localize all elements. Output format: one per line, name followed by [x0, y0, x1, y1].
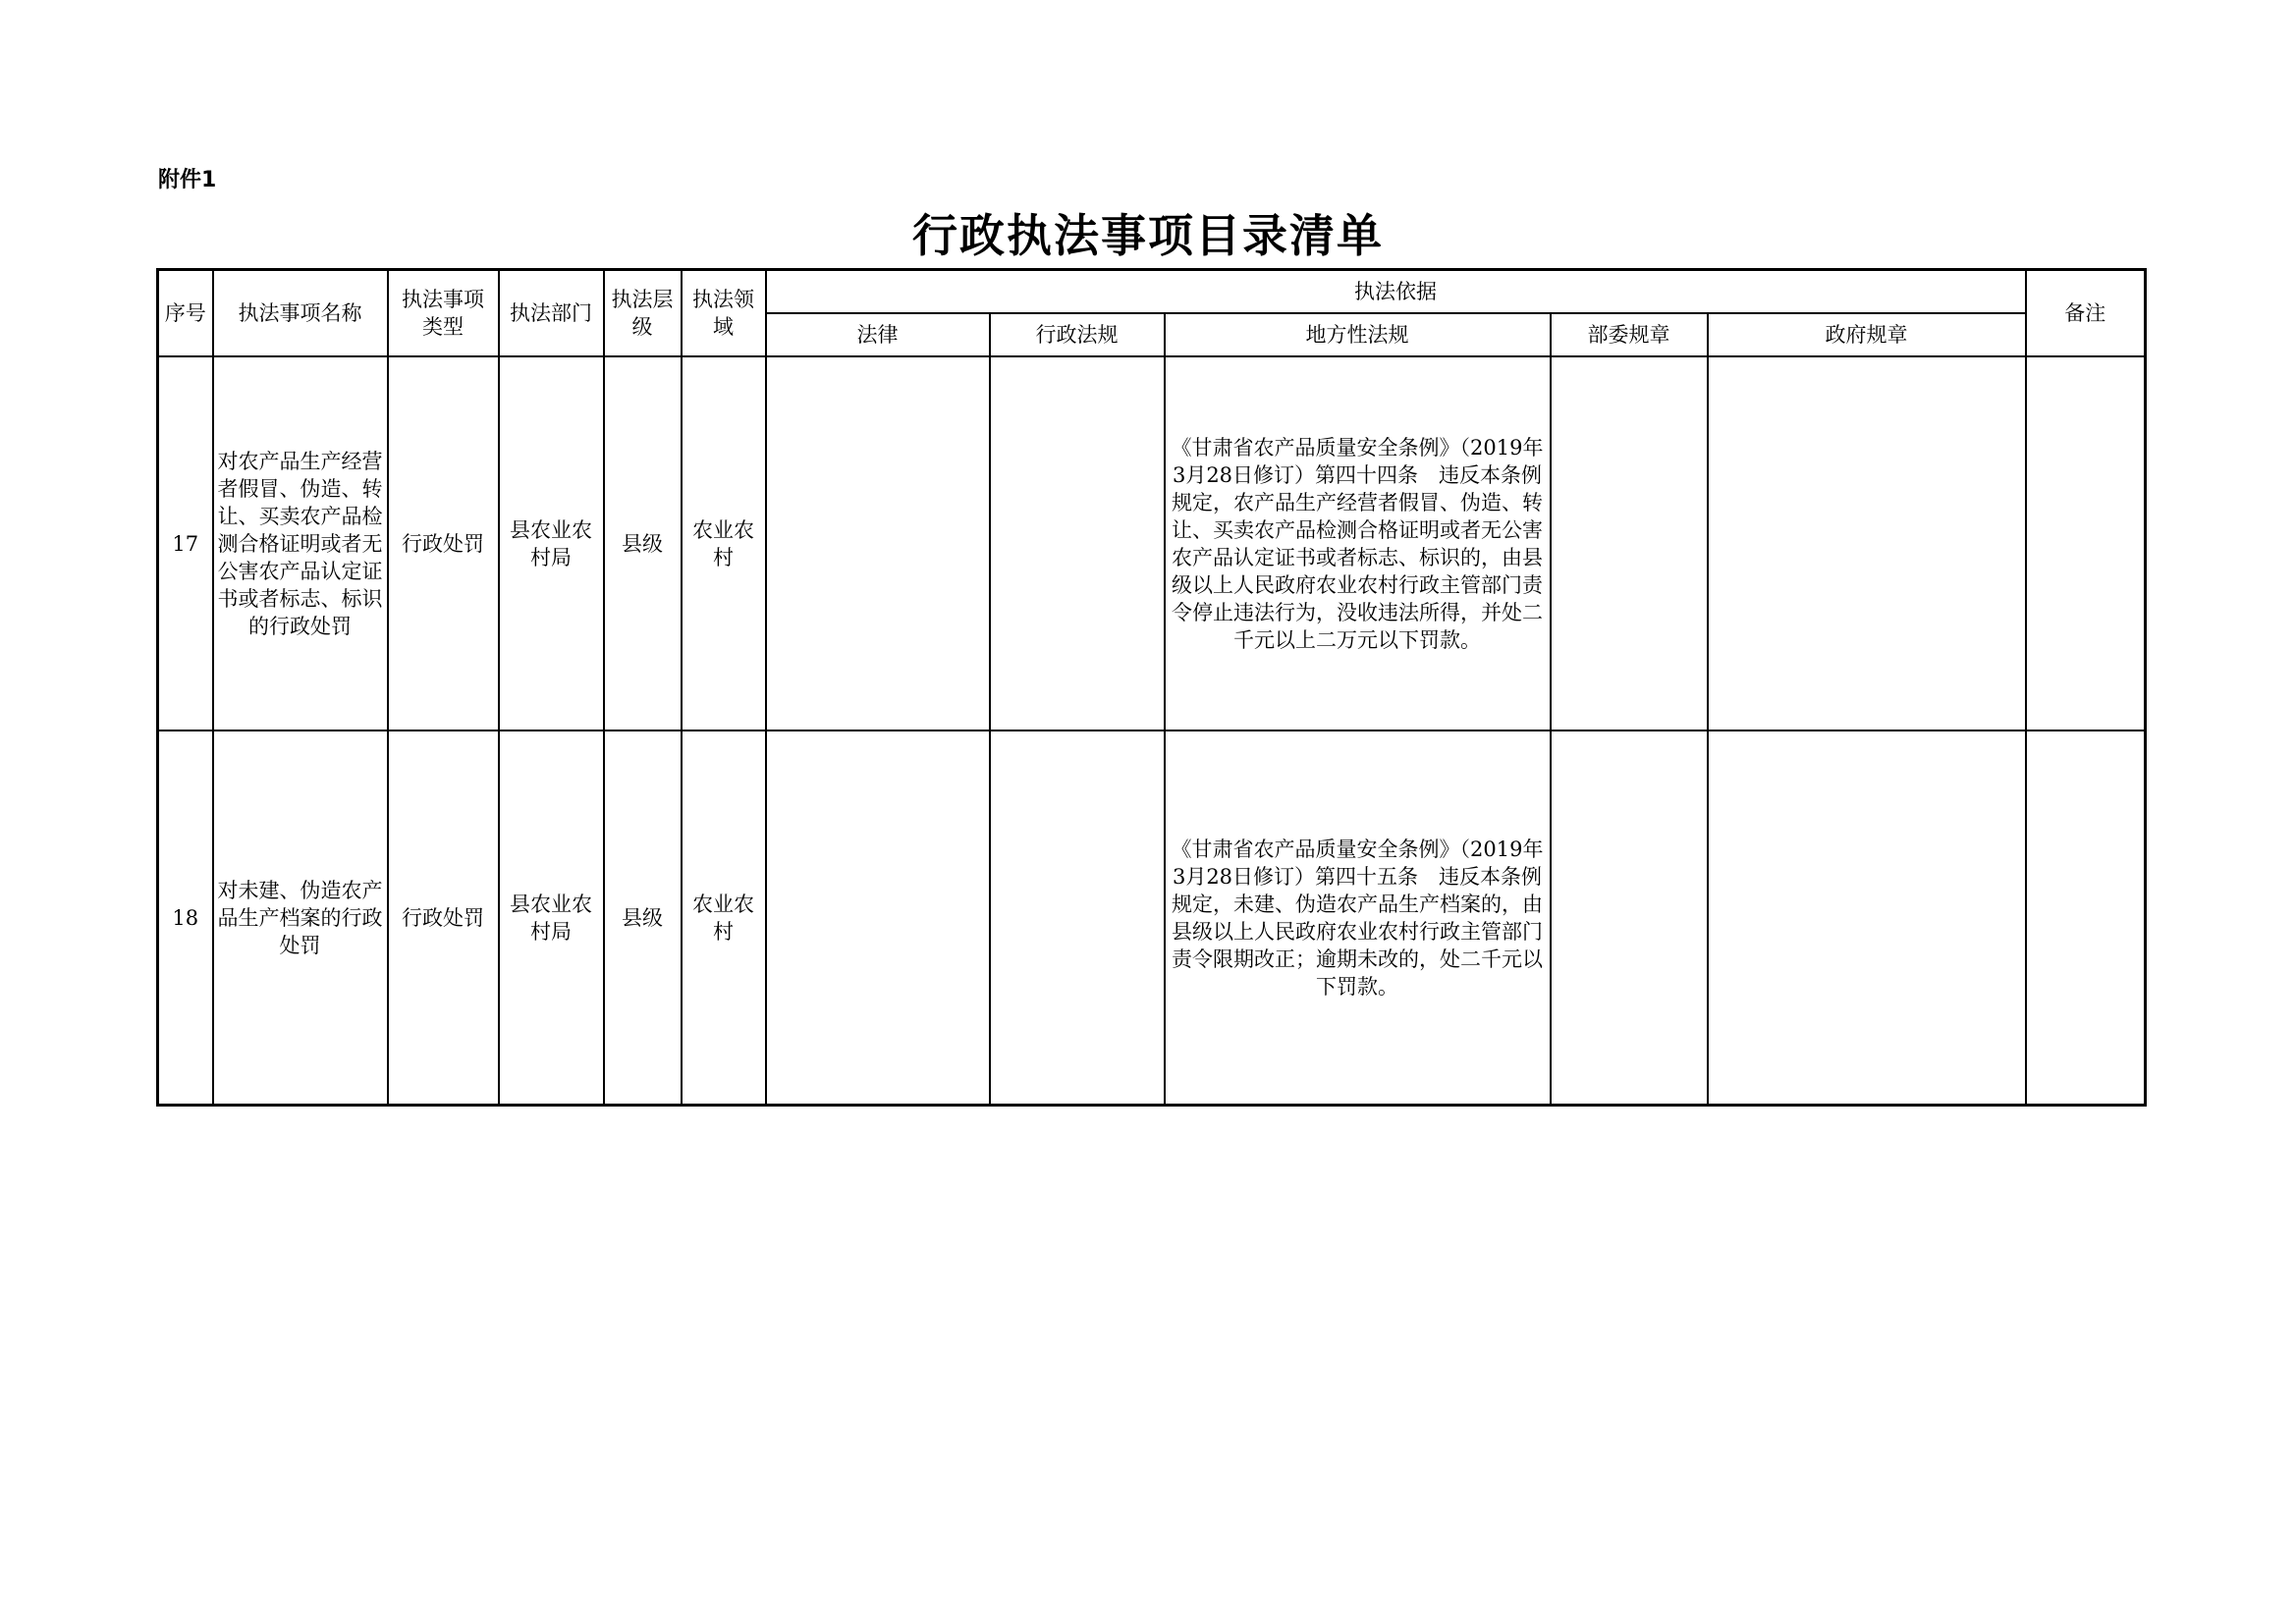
header-field: 执法领域: [682, 270, 766, 357]
header-item-type: 执法事项类型: [388, 270, 499, 357]
cell-field: 农业农村: [682, 356, 766, 730]
cell-ministry-rule: [1551, 730, 1708, 1106]
header-row-top: [158, 270, 2146, 314]
table-row: [158, 730, 2146, 1106]
cell-seq: 17: [158, 356, 213, 730]
header-basis: 执法依据: [766, 270, 2026, 314]
cell-item-name: 对未建、伪造农产品生产档案的行政处罚: [213, 730, 388, 1106]
header-remarks: 备注: [2026, 270, 2146, 357]
cell-law: [766, 356, 990, 730]
page-title: 行政执法事项目录清单: [912, 209, 1384, 262]
header-department: 执法部门: [499, 270, 604, 357]
cell-department: 县农业农村局: [499, 730, 604, 1106]
cell-field: 农业农村: [682, 730, 766, 1106]
header-local-regulation: 地方性法规: [1165, 313, 1551, 356]
cell-government-rule: [1708, 730, 2026, 1106]
cell-remarks: [2026, 730, 2146, 1106]
cell-department: 县农业农村局: [499, 356, 604, 730]
cell-government-rule: [1708, 356, 2026, 730]
header-level: 执法层级: [604, 270, 682, 357]
cell-local-regulation: 《甘肃省农产品质量安全条例》（2019年3月28日修订）第四十四条 违反本条例规定，农产品生产经营者假冒、伪造、转让、买卖农产品检测合格证明或者无公害农产品认定证书或者标志、标识的，由县级以上人民政府农业农村行政主管部门责令停止违法行为，没收违法所得，并处二千元以上二万元以下罚款。: [1165, 356, 1551, 730]
cell-admin-regulation: [990, 730, 1165, 1106]
cell-item-name: 对农产品生产经营者假冒、伪造、转让、买卖农产品检测合格证明或者无公害农产品认定证书或者标志、标识的行政处罚: [213, 356, 388, 730]
cell-ministry-rule: [1551, 356, 1708, 730]
enforcement-catalog-table: [156, 268, 2147, 1107]
header-law: 法律: [766, 313, 990, 356]
header-seq: 序号: [158, 270, 213, 357]
header-admin-regulation: 行政法规: [990, 313, 1165, 356]
cell-item-type: 行政处罚: [388, 356, 499, 730]
header-ministry-rule: 部委规章: [1551, 313, 1708, 356]
header-item-name: 执法事项名称: [213, 270, 388, 357]
cell-remarks: [2026, 356, 2146, 730]
cell-level: 县级: [604, 356, 682, 730]
cell-level: 县级: [604, 730, 682, 1106]
cell-local-regulation: 《甘肃省农产品质量安全条例》（2019年3月28日修订）第四十五条 违反本条例规定，未建、伪造农产品生产档案的，由县级以上人民政府农业农村行政主管部门责令限期改正；逾期未改的，处二千元以下罚款。: [1165, 730, 1551, 1106]
attachment-label: 附件1: [158, 168, 217, 192]
cell-admin-regulation: [990, 356, 1165, 730]
cell-item-type: 行政处罚: [388, 730, 499, 1106]
table-row: [158, 356, 2146, 730]
header-government-rule: 政府规章: [1708, 313, 2026, 356]
cell-seq: 18: [158, 730, 213, 1106]
cell-law: [766, 730, 990, 1106]
